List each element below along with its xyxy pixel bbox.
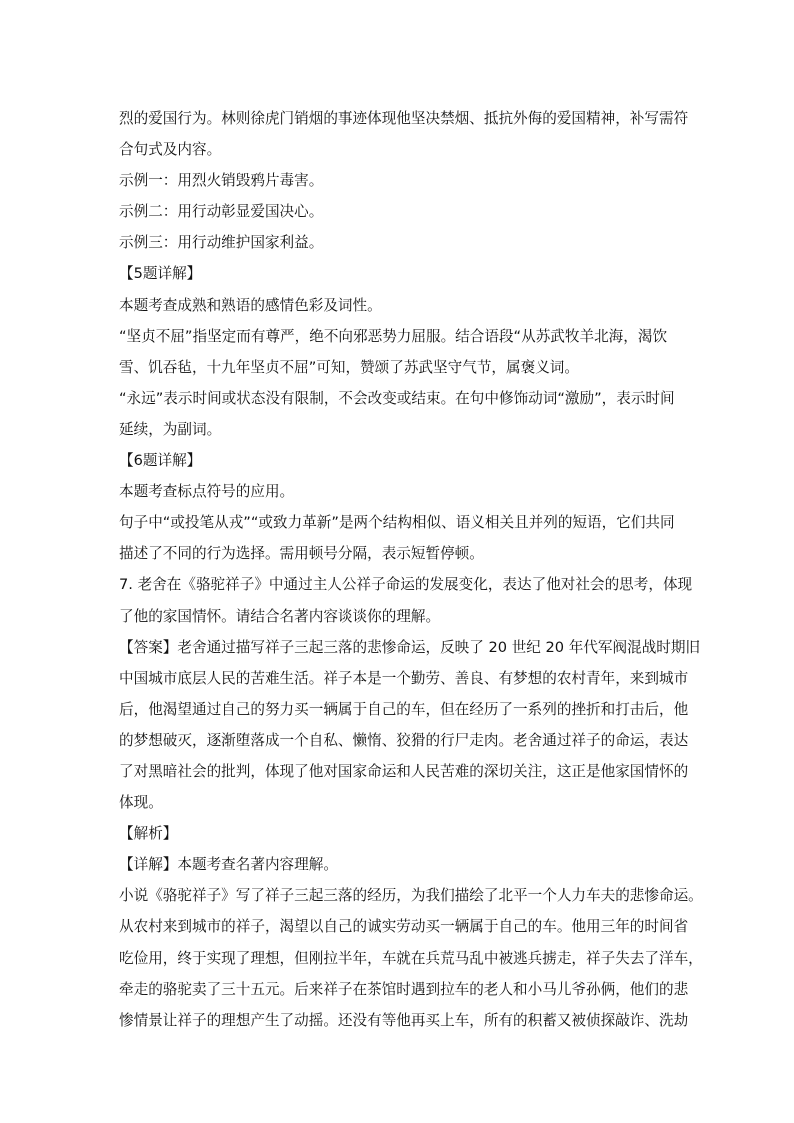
- document-body: [119, 103, 703, 1036]
- text-line: 【详解】本题考查名著内容理解。: [119, 856, 338, 874]
- text-line: 从农村来到城市的祥子，渴望以自己的诚实劳动买一辆属于自己的车。他用三年的时间省: [119, 918, 689, 936]
- text-line: 句子中“或投笔从戎”“或致力革新”是两个结构相似、语义相关且并列的短语，它们共同: [119, 514, 675, 532]
- text-line: 惨情景让祥子的理想产生了动摇。还没有等他再买上车，所有的积蓄又被侦探敲诈、洗劫: [119, 1011, 689, 1029]
- section-heading: 【解析】: [119, 825, 178, 843]
- text-line: 吃俭用，终于实现了理想，但刚拉半年，车就在兵荒马乱中被逃兵掳走，祥子失去了洋车，: [119, 949, 703, 967]
- answer-line: 了对黑暗社会的批判，体现了他对国家命运和人民苦难的深切关注，这正是他家国情怀的: [119, 762, 689, 780]
- text-line: 雪、饥吞毡，十九年坚贞不屈”可知，赞颂了苏武坚守气节，属褒义词。: [119, 358, 579, 376]
- text-line: 本题考查标点符号的应用。: [119, 483, 295, 501]
- text-line: 示例三：用行动维护国家利益。: [119, 234, 324, 252]
- section-heading: 【5题详解】: [119, 265, 202, 283]
- text-line: 小说《骆驼祥子》写了祥子三起三落的经历，为我们描绘了北平一个人力车夫的悲惨命运。: [119, 887, 703, 905]
- text-line: 本题考查成熟和熟语的感情色彩及词性。: [119, 296, 382, 314]
- answer-line: 中国城市底层人民的苦难生活。祥子本是一个勤劳、善良、有梦想的农村青年，来到城市: [119, 669, 689, 687]
- question-line: 7. 老舍在《骆驼祥子》中通过主人公祥子命运的发展变化，表达了他对社会的思考，体现: [119, 576, 693, 594]
- text-line: 示例二：用行动彰显爱国决心。: [119, 203, 324, 221]
- text-line: 描述了不同的行为选择。需用顿号分隔，表示短暂停顿。: [119, 545, 484, 563]
- answer-line: 后，他渴望通过自己的努力买一辆属于自己的车，但在经历了一系列的挫折和打击后，他: [119, 700, 689, 718]
- question-line: 了他的家国情怀。请结合名著内容谈谈你的理解。: [119, 607, 441, 625]
- text-line: 延续，为副词。: [119, 420, 222, 438]
- text-line: “坚贞不屈”指坚定而有尊严，绝不向邪恶势力屈服。结合语段“从苏武牧羊北海，渴饮: [119, 327, 668, 345]
- text-line: 合句式及内容。: [119, 141, 222, 159]
- text-line: 牵走的骆驼卖了三十五元。后来祥子在茶馆时遇到拉车的老人和小马儿爷孙俩，他们的悲: [119, 980, 689, 998]
- text-line: 示例一：用烈火销毁鸦片毒害。: [119, 172, 324, 190]
- text-line: 烈的爱国行为。林则徐虎门销烟的事迹体现他坚决禁烟、抵抗外侮的爱国精神，补写需符: [119, 110, 689, 127]
- answer-line: 体现。: [119, 794, 163, 812]
- answer-line: 的梦想破灭，逐渐堕落成一个自私、懒惰、狡猾的行尸走肉。老舍通过祥子的命运，表达: [119, 731, 689, 749]
- answer-line: 【答案】老舍通过描写祥子三起三落的悲惨命运，反映了 20 世纪 20 年代军阀混战时期旧: [119, 638, 701, 656]
- text-line: “永远”表示时间或状态没有限制，不会改变或结束。在句中修饰动词“激励”，表示时间: [119, 389, 675, 407]
- section-heading: 【6题详解】: [119, 452, 202, 470]
